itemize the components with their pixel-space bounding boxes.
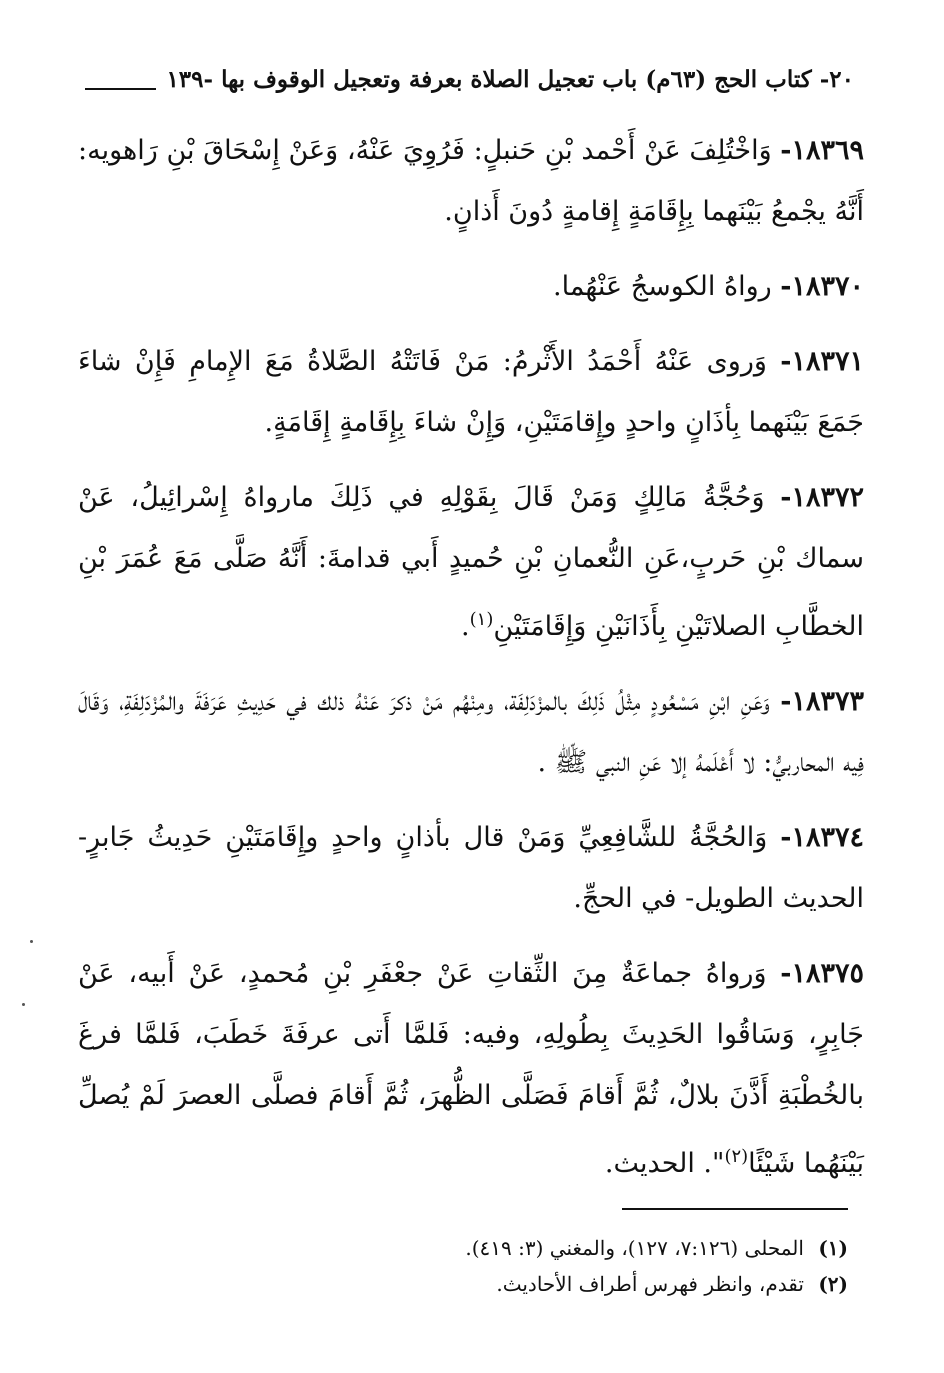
paragraph-text: رواهُ الكوسجُ عَنْهُما. <box>553 271 772 302</box>
paragraph-18373 <box>78 671 864 793</box>
footnote-text: المحلى (٧:١٢٦، ١٢٧)، والمغني (٣: ٤١٩). <box>465 1236 804 1260</box>
paragraph-18369 <box>78 120 864 242</box>
footnote-2 <box>120 1266 848 1302</box>
running-header <box>85 62 854 96</box>
scan-speck <box>30 940 33 943</box>
footnote-divider <box>622 1208 848 1210</box>
paragraph-number: ١٨٣٧٠- <box>780 271 864 302</box>
paragraph-text: وَرواهُ جماعَةٌ مِنَ الثِّقاتِ عَنْ جعْفَرِ بْنِ مُحمدٍ، عَنْ أَبيه، عَنْ جَابِرٍ، وَسَاقُوا الحَدِيثَ بِطُولِهِ، وفيه: فَلمَّا أَتى عرفَةَ خَطَبَ، فَلمَّا فرغَ بالخُطْبَةِ أَذَّنَ بلالٌ، ثُمَّ أَقامَ فَصَلَّى الظُّهرَ، ثُمَّ أَقامَ فصلَّى العصرَ لَمْ يُصلِّ بَيْنَهُما شَيْئًا <box>78 958 864 1179</box>
paragraph-text: وَحُجَّةُ مَالِكٍ وَمَنْ قَالَ بِقَوْلِهِ في ذَلِكَ مارواهُ إِسْرائِيلُ، عَنْ سماك بْنِ حَربٍ،عَنِ النُّعمانِ بْنِ حُميدٍ أَبي قدامةَ: أَنَّهُ صَلَّى مَعَ عُمَرَ بْنِ الخطَّابِ الصلاتَيْنِ بِأَذَانَيْنِ وَإِقَامَتَيْنِ <box>78 482 864 642</box>
footnote-number: (١) <box>818 1236 848 1260</box>
paragraph-tail: . <box>461 611 470 642</box>
paragraph-number: ١٨٣٧٤- <box>780 822 864 853</box>
paragraph-18375 <box>78 943 864 1194</box>
paragraph-number: ١٨٣٧٣- <box>780 686 864 717</box>
footnote-text: تقدم، وانظر فهرس أطراف الأحاديث. <box>496 1272 804 1296</box>
paragraph-number: ١٨٣٧٥- <box>780 958 864 989</box>
paragraph-number: ١٨٣٧١- <box>780 346 864 377</box>
paragraph-18371 <box>78 331 864 453</box>
scan-speck <box>22 1003 25 1006</box>
paragraph-tail: ". الحديث. <box>604 1148 725 1179</box>
footnote-1 <box>120 1230 848 1266</box>
paragraph-number: ١٨٣٧٢- <box>780 482 864 513</box>
header-title: ٢٠- كتاب الحج (٦٣م) باب تعجيل الصلاة بعرفة وتعجيل الوقوف بها -١٣٩ <box>166 65 854 93</box>
footnote-ref-1[interactable]: (١) <box>469 609 494 630</box>
paragraph-number: ١٨٣٦٩- <box>780 135 864 166</box>
footnotes <box>120 1230 848 1302</box>
paragraph-18370 <box>78 256 864 317</box>
paragraph-text: وَعَنِ ابْنِ مَسْعُودٍ مِثْلُ ذَلِكَ بالمزْدَلِفَة، ومِنْهُم مَنْ ذكرَ عَنْهُ ذلك في حَدِيثِ عَرَفَةَ والمُزْدَلِفَةِ، وَقَالَ فِيه المحاربيُّ: لا أَعْلَمهُ إلا عَنِ النبي ﷺ . <box>78 686 864 778</box>
header-rule <box>85 88 156 90</box>
paragraph-18374 <box>78 807 864 929</box>
paragraph-text: وَالحُجَّةُ للشَّافِعِيِّ وَمَنْ قال بأذانٍ واحدٍ وإِقَامَتَيْنِ حَدِيثُ جَابرٍ- الحديث الطويل- في الحجِّ. <box>78 822 864 914</box>
paragraph-text: وَاخْتُلِفَ عَنْ أَحْمد بْنِ حَنبلٍ: فَرُوِيَ عَنْهُ، وَعَنْ إِسْحَاقَ بْنِ رَاهويه: أَنَّهُ يجْمعُ بَيْنَهما بِإِقَامَةٍ إِقامةٍ دُونَ أَذانٍ. <box>78 135 864 227</box>
footnote-ref-2[interactable]: (٢) <box>724 1146 749 1167</box>
main-text <box>78 120 864 1208</box>
footnote-number: (٢) <box>818 1272 848 1296</box>
paragraph-text: وَروى عَنْهُ أَحْمَدُ الأَثْرمُ: مَنْ فَاتَتْهُ الصَّلاةُ مَعَ الإِمامِ فَإِنْ شاءَ جَمَعَ بَيْنَهما بِأذَانٍ واحدٍ وإِقامَتَيْنِ، وَإِنْ شاءَ بِإِقَامةٍ إِقَامَةٍ. <box>78 346 864 438</box>
paragraph-18372 <box>78 467 864 657</box>
